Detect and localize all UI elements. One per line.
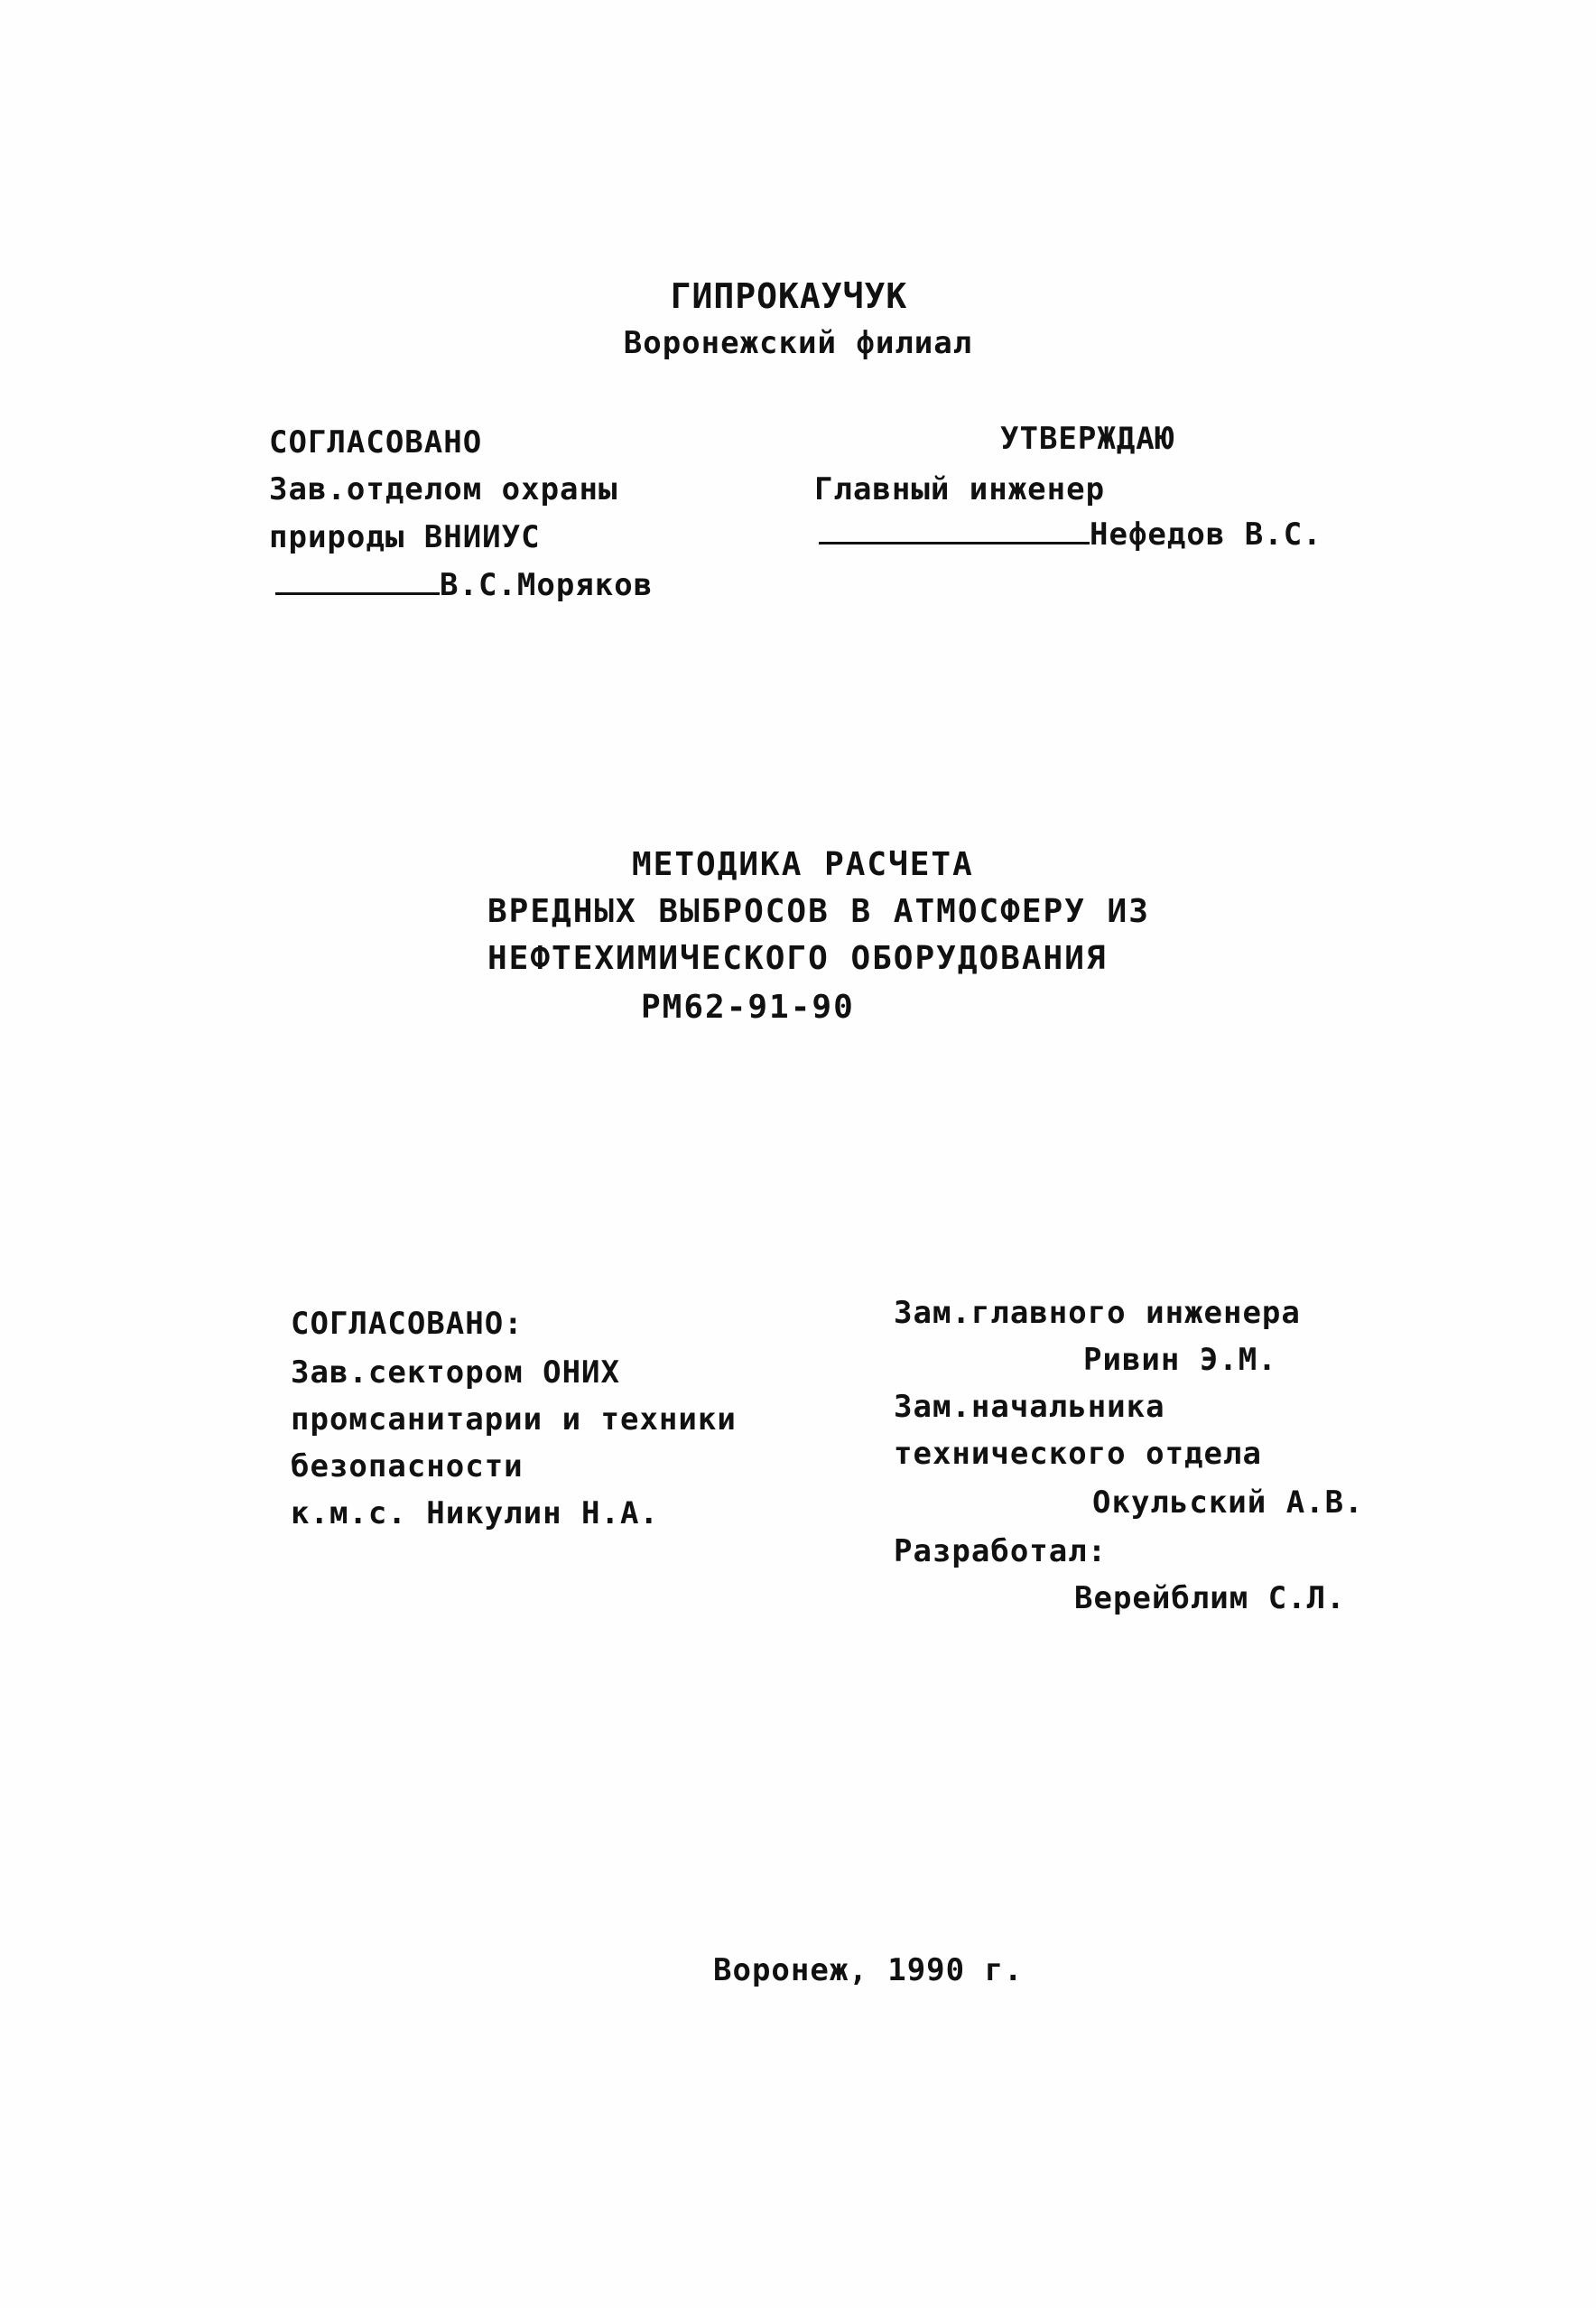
- place-year: Воронеж, 1990 г.: [713, 1952, 1024, 1988]
- approved-right-name: Нефедов В.С.: [1090, 517, 1322, 553]
- agreed-right-name3: Верейблим С.Л.: [1074, 1580, 1346, 1616]
- branch-name: [0, 325, 1596, 361]
- approved-left-line1: Зав.отделом охраны: [269, 471, 618, 507]
- title-line2: ВРЕДНЫХ ВЫБРОСОВ В АТМОСФЕРУ ИЗ: [487, 893, 1150, 930]
- agreed-left-heading: СОГЛАСОВАНО:: [291, 1306, 524, 1342]
- approved-right-signature: [819, 515, 1322, 553]
- approved-right-line1: Главный инженер: [814, 471, 1106, 507]
- signature-line: [275, 565, 440, 595]
- title-line1: МЕТОДИКА РАСЧЕТА: [632, 846, 974, 883]
- approved-left-signature: [275, 565, 653, 603]
- signature-line: [819, 515, 1090, 544]
- agreed-left-line3: безопасности: [291, 1448, 524, 1484]
- agreed-right-name2: Окульский А.В.: [1092, 1484, 1364, 1521]
- organization-name: [0, 278, 1596, 314]
- branch-name-text: Воронежский филиал: [623, 325, 973, 361]
- approved-left-name: В.С.Моряков: [440, 567, 654, 603]
- agreed-right-line2: Зам.начальника: [894, 1389, 1165, 1425]
- organization-name-text: ГИПРОКАУЧУК: [670, 276, 908, 316]
- approved-right-heading: УТВЕРЖДАЮ: [1000, 421, 1175, 457]
- agreed-right-line4: Разработал:: [894, 1533, 1108, 1569]
- agreed-left-line2: промсанитарии и техники: [291, 1401, 737, 1438]
- agreed-right-line3: технического отдела: [894, 1436, 1262, 1472]
- agreed-right-name1: Ривин Э.М.: [1083, 1342, 1277, 1378]
- agreed-left-name: к.м.с. Никулин Н.А.: [291, 1495, 659, 1531]
- agreed-left-line1: Зав.сектором ОНИХ: [291, 1354, 620, 1391]
- title-line3: НЕФТЕХИМИЧЕСКОГО ОБОРУДОВАНИЯ: [487, 940, 1108, 977]
- document-code: РМ62-91-90: [641, 989, 855, 1026]
- approved-left-heading: СОГЛАСОВАНО: [269, 424, 483, 461]
- agreed-right-line1: Зам.главного инженера: [894, 1295, 1301, 1331]
- approved-left-line2: природы ВНИИУС: [269, 519, 541, 555]
